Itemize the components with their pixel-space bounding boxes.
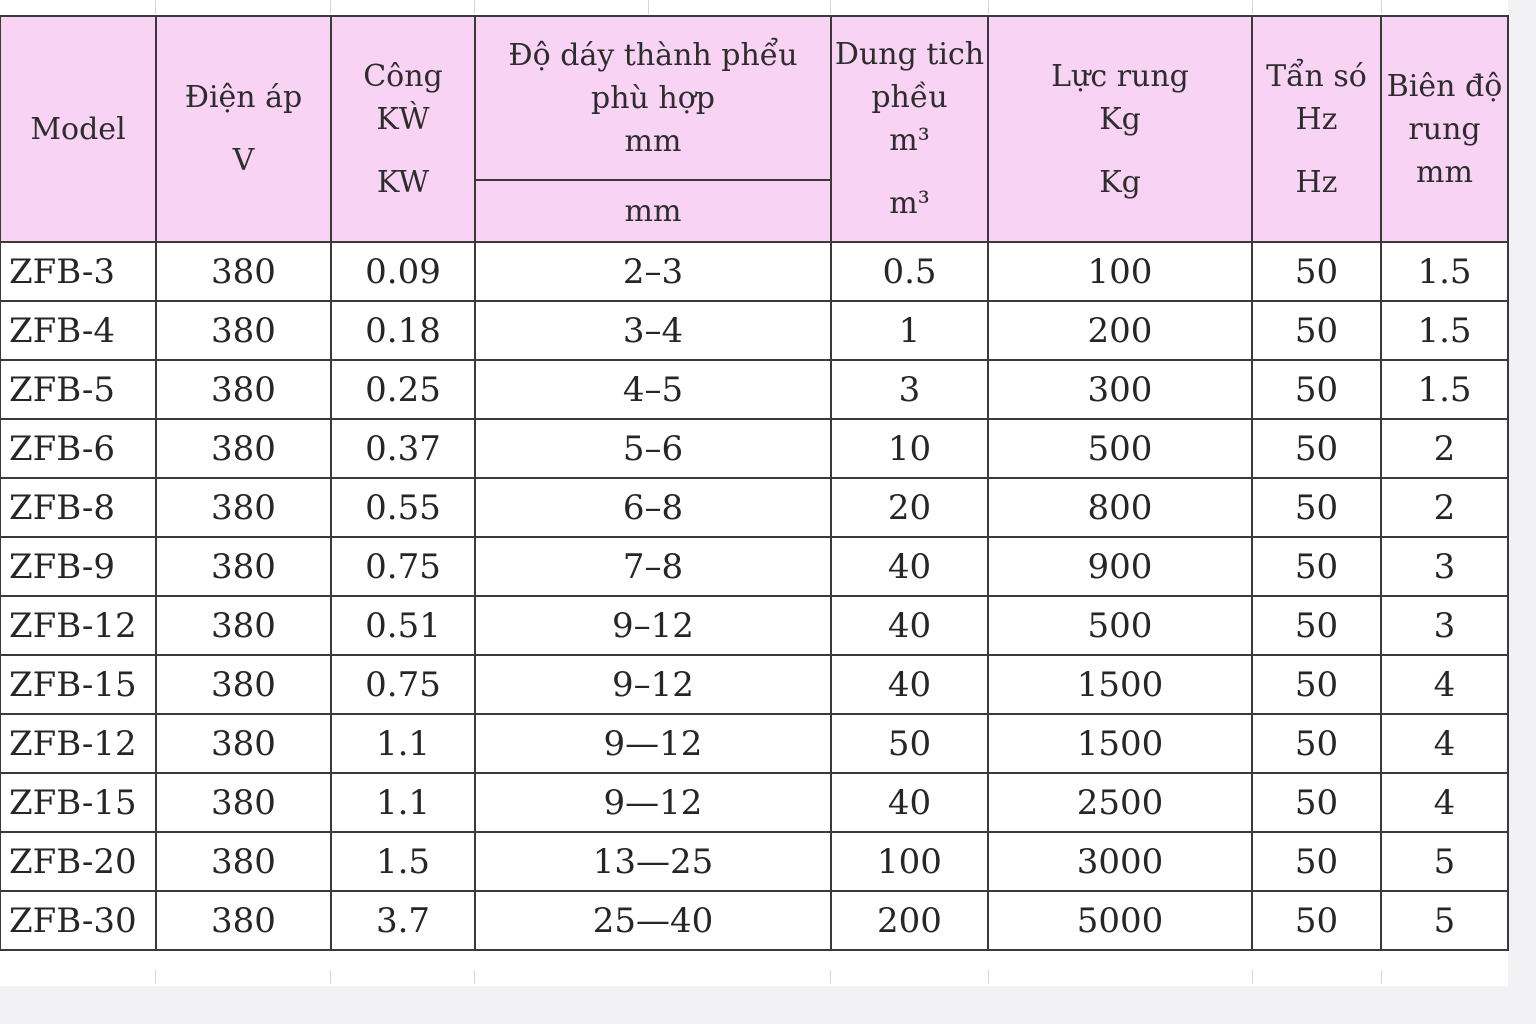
cell-voltage[interactable]: 380: [156, 360, 331, 419]
cell-voltage[interactable]: 380: [156, 832, 331, 891]
cell-divider: [1252, 970, 1253, 984]
cell-divider: [474, 0, 475, 14]
cell-frequency[interactable]: 50: [1252, 419, 1381, 478]
header-capacity-unit-top: m³: [889, 123, 930, 158]
header-thickness-unit: mm: [624, 193, 682, 229]
table-row: [0, 478, 1508, 537]
header-amplitude-label: Biên độ: [1386, 68, 1503, 104]
cell-voltage[interactable]: 380: [156, 596, 331, 655]
cell-power[interactable]: 0.09: [331, 242, 475, 301]
cell-force[interactable]: 5000: [988, 891, 1252, 950]
header-capacity[interactable]: [831, 16, 988, 242]
cell-force[interactable]: 1500: [988, 655, 1252, 714]
header-thickness-unit-top: mm: [624, 123, 682, 159]
cell-capacity[interactable]: 0.5: [831, 242, 988, 301]
header-capacity-label: Dung tich: [834, 37, 985, 72]
cell-frequency[interactable]: 50: [1252, 537, 1381, 596]
cell-voltage[interactable]: 380: [156, 537, 331, 596]
cell-model[interactable]: ZFB-4: [0, 301, 156, 360]
cell-frequency[interactable]: 50: [1252, 478, 1381, 537]
cell-frequency[interactable]: 50: [1252, 773, 1381, 832]
table-row: [0, 714, 1508, 773]
cell-power[interactable]: 0.75: [331, 537, 475, 596]
cell-divider: [155, 970, 156, 984]
header-model-label: Model: [30, 111, 126, 147]
cell-power[interactable]: 0.55: [331, 478, 475, 537]
cell-thickness[interactable]: 3–4: [475, 301, 831, 360]
cell-force[interactable]: 800: [988, 478, 1252, 537]
cell-frequency[interactable]: 50: [1252, 242, 1381, 301]
cell-power[interactable]: 0.18: [331, 301, 475, 360]
header-power-unit-top: KẀ: [376, 101, 430, 137]
cell-thickness[interactable]: 9–12: [475, 596, 831, 655]
cell-divider: [330, 0, 331, 14]
cell-force[interactable]: 200: [988, 301, 1252, 360]
header-capacity-unit: m³: [889, 186, 930, 221]
cell-capacity[interactable]: 20: [831, 478, 988, 537]
header-voltage-unit: V: [232, 143, 255, 178]
cell-amplitude[interactable]: 4: [1381, 773, 1508, 832]
cell-force[interactable]: 1500: [988, 714, 1252, 773]
cell-force[interactable]: 300: [988, 360, 1252, 419]
cell-model[interactable]: ZFB-15: [0, 773, 156, 832]
cell-capacity[interactable]: 40: [831, 596, 988, 655]
table-row: [0, 360, 1508, 419]
table-row: [0, 419, 1508, 478]
cell-thickness[interactable]: 2–3: [475, 242, 831, 301]
cell-model[interactable]: ZFB-12: [0, 714, 156, 773]
specification-table: [0, 15, 1509, 951]
cell-divider: [830, 0, 831, 14]
cell-capacity[interactable]: 40: [831, 773, 988, 832]
cell-divider: [988, 0, 989, 14]
header-capacity-label-2: phều: [871, 80, 948, 115]
cell-capacity[interactable]: 1: [831, 301, 988, 360]
spacer: [157, 119, 330, 139]
cell-divider: [330, 970, 331, 984]
cell-capacity[interactable]: 40: [831, 655, 988, 714]
cell-divider: [474, 970, 475, 984]
cell-power[interactable]: 1.1: [331, 773, 475, 832]
header-voltage[interactable]: [156, 16, 331, 242]
cell-power[interactable]: 0.25: [331, 360, 475, 419]
cell-power[interactable]: 3.7: [331, 891, 475, 950]
cell-thickness[interactable]: 25—40: [475, 891, 831, 950]
cell-frequency[interactable]: 50: [1252, 832, 1381, 891]
cell-capacity[interactable]: 100: [831, 832, 988, 891]
header-thickness[interactable]: [475, 16, 831, 180]
cell-voltage[interactable]: 380: [156, 242, 331, 301]
cell-amplitude[interactable]: 4: [1381, 655, 1508, 714]
cell-amplitude[interactable]: 5: [1381, 832, 1508, 891]
header-amplitude-unit: mm: [1416, 154, 1473, 190]
header-frequency-unit-top: Hz: [1295, 101, 1338, 137]
cell-amplitude[interactable]: 1.5: [1381, 242, 1508, 301]
cell-thickness[interactable]: 6–8: [475, 478, 831, 537]
cell-capacity[interactable]: 10: [831, 419, 988, 478]
header-power[interactable]: [331, 16, 475, 242]
cell-force[interactable]: 900: [988, 537, 1252, 596]
cell-voltage[interactable]: 380: [156, 891, 331, 950]
cell-capacity[interactable]: 200: [831, 891, 988, 950]
cell-divider: [648, 0, 649, 14]
cell-frequency[interactable]: 50: [1252, 301, 1381, 360]
header-thickness-sub[interactable]: [475, 180, 831, 242]
cell-capacity[interactable]: 40: [831, 537, 988, 596]
cell-power[interactable]: 0.75: [331, 655, 475, 714]
cell-model[interactable]: ZFB-15: [0, 655, 156, 714]
cell-model[interactable]: ZFB-20: [0, 832, 156, 891]
bottom-cell-strip: [0, 970, 1508, 986]
cell-voltage[interactable]: 380: [156, 773, 331, 832]
cell-capacity[interactable]: 50: [831, 714, 988, 773]
cell-force[interactable]: 2500: [988, 773, 1252, 832]
cell-frequency[interactable]: 50: [1252, 714, 1381, 773]
cell-amplitude[interactable]: 2: [1381, 419, 1508, 478]
cell-model[interactable]: ZFB-8: [0, 478, 156, 537]
cell-frequency[interactable]: 50: [1252, 655, 1381, 714]
header-power-label: Công: [363, 58, 443, 94]
spacer: [989, 141, 1251, 161]
cell-amplitude[interactable]: 2: [1381, 478, 1508, 537]
cell-thickness[interactable]: 7–8: [475, 537, 831, 596]
cell-voltage[interactable]: 380: [156, 478, 331, 537]
header-thickness-label: Độ dáy thành phểu: [508, 37, 798, 73]
cell-amplitude[interactable]: 5: [1381, 891, 1508, 950]
spacer: [1253, 141, 1380, 161]
cell-amplitude[interactable]: 1.5: [1381, 301, 1508, 360]
cell-divider: [155, 0, 156, 14]
cell-amplitude[interactable]: 1.5: [1381, 360, 1508, 419]
header-power-unit: KW: [376, 164, 430, 200]
cell-frequency[interactable]: 50: [1252, 360, 1381, 419]
header-thickness-label-2: phù hợp: [591, 80, 715, 116]
cell-thickness[interactable]: 13—25: [475, 832, 831, 891]
cell-amplitude[interactable]: 3: [1381, 596, 1508, 655]
cell-frequency[interactable]: 50: [1252, 596, 1381, 655]
header-row: [0, 16, 1508, 180]
cell-force[interactable]: 3000: [988, 832, 1252, 891]
cell-amplitude[interactable]: 3: [1381, 537, 1508, 596]
cell-voltage[interactable]: 380: [156, 419, 331, 478]
cell-capacity[interactable]: 3: [831, 360, 988, 419]
cell-divider: [830, 970, 831, 984]
spacer: [832, 162, 987, 182]
header-force[interactable]: [988, 16, 1252, 242]
cell-thickness[interactable]: 9–12: [475, 655, 831, 714]
spacer: [332, 141, 474, 161]
cell-thickness[interactable]: 4–5: [475, 360, 831, 419]
header-frequency[interactable]: [1252, 16, 1381, 242]
cell-power[interactable]: 1.1: [331, 714, 475, 773]
table-row: [0, 242, 1508, 301]
table-body: [0, 242, 1508, 950]
header-frequency-label: Tẩn só: [1266, 58, 1367, 94]
table-row: [0, 773, 1508, 832]
cell-model[interactable]: ZFB-30: [0, 891, 156, 950]
table-row: [0, 832, 1508, 891]
header-amplitude[interactable]: [1381, 16, 1508, 242]
cell-power[interactable]: 0.37: [331, 419, 475, 478]
cell-thickness[interactable]: 5–6: [475, 419, 831, 478]
cell-voltage[interactable]: 380: [156, 714, 331, 773]
cell-divider: [988, 970, 989, 984]
cell-model[interactable]: ZFB-5: [0, 360, 156, 419]
cell-frequency[interactable]: 50: [1252, 891, 1381, 950]
header-frequency-unit: Hz: [1295, 164, 1338, 200]
cell-model[interactable]: ZFB-12: [0, 596, 156, 655]
header-amplitude-label-2: rung: [1408, 111, 1481, 147]
cell-force[interactable]: 500: [988, 596, 1252, 655]
header-force-unit: Kg: [1099, 164, 1141, 200]
cell-thickness[interactable]: 9—12: [475, 714, 831, 773]
cell-divider: [1252, 0, 1253, 14]
cell-model[interactable]: ZFB-6: [0, 419, 156, 478]
cell-model[interactable]: ZFB-9: [0, 537, 156, 596]
cell-force[interactable]: 100: [988, 242, 1252, 301]
table-row: [0, 655, 1508, 714]
table-row: [0, 301, 1508, 360]
table-row: [0, 596, 1508, 655]
cell-force[interactable]: 500: [988, 419, 1252, 478]
cell-amplitude[interactable]: 4: [1381, 714, 1508, 773]
cell-divider: [1381, 0, 1382, 14]
table-row: [0, 537, 1508, 596]
table-row: [0, 891, 1508, 950]
cell-power[interactable]: 1.5: [331, 832, 475, 891]
cell-thickness[interactable]: 9—12: [475, 773, 831, 832]
cell-divider: [1381, 970, 1382, 984]
header-model[interactable]: [0, 16, 156, 242]
cell-voltage[interactable]: 380: [156, 301, 331, 360]
header-voltage-label: Điện áp: [184, 80, 303, 115]
header-force-label: Lực rung: [1051, 58, 1189, 94]
header-force-unit-top: Kg: [1099, 101, 1141, 137]
top-cell-strip: [0, 0, 1508, 16]
cell-power[interactable]: 0.51: [331, 596, 475, 655]
cell-model[interactable]: ZFB-3: [0, 242, 156, 301]
cell-voltage[interactable]: 380: [156, 655, 331, 714]
